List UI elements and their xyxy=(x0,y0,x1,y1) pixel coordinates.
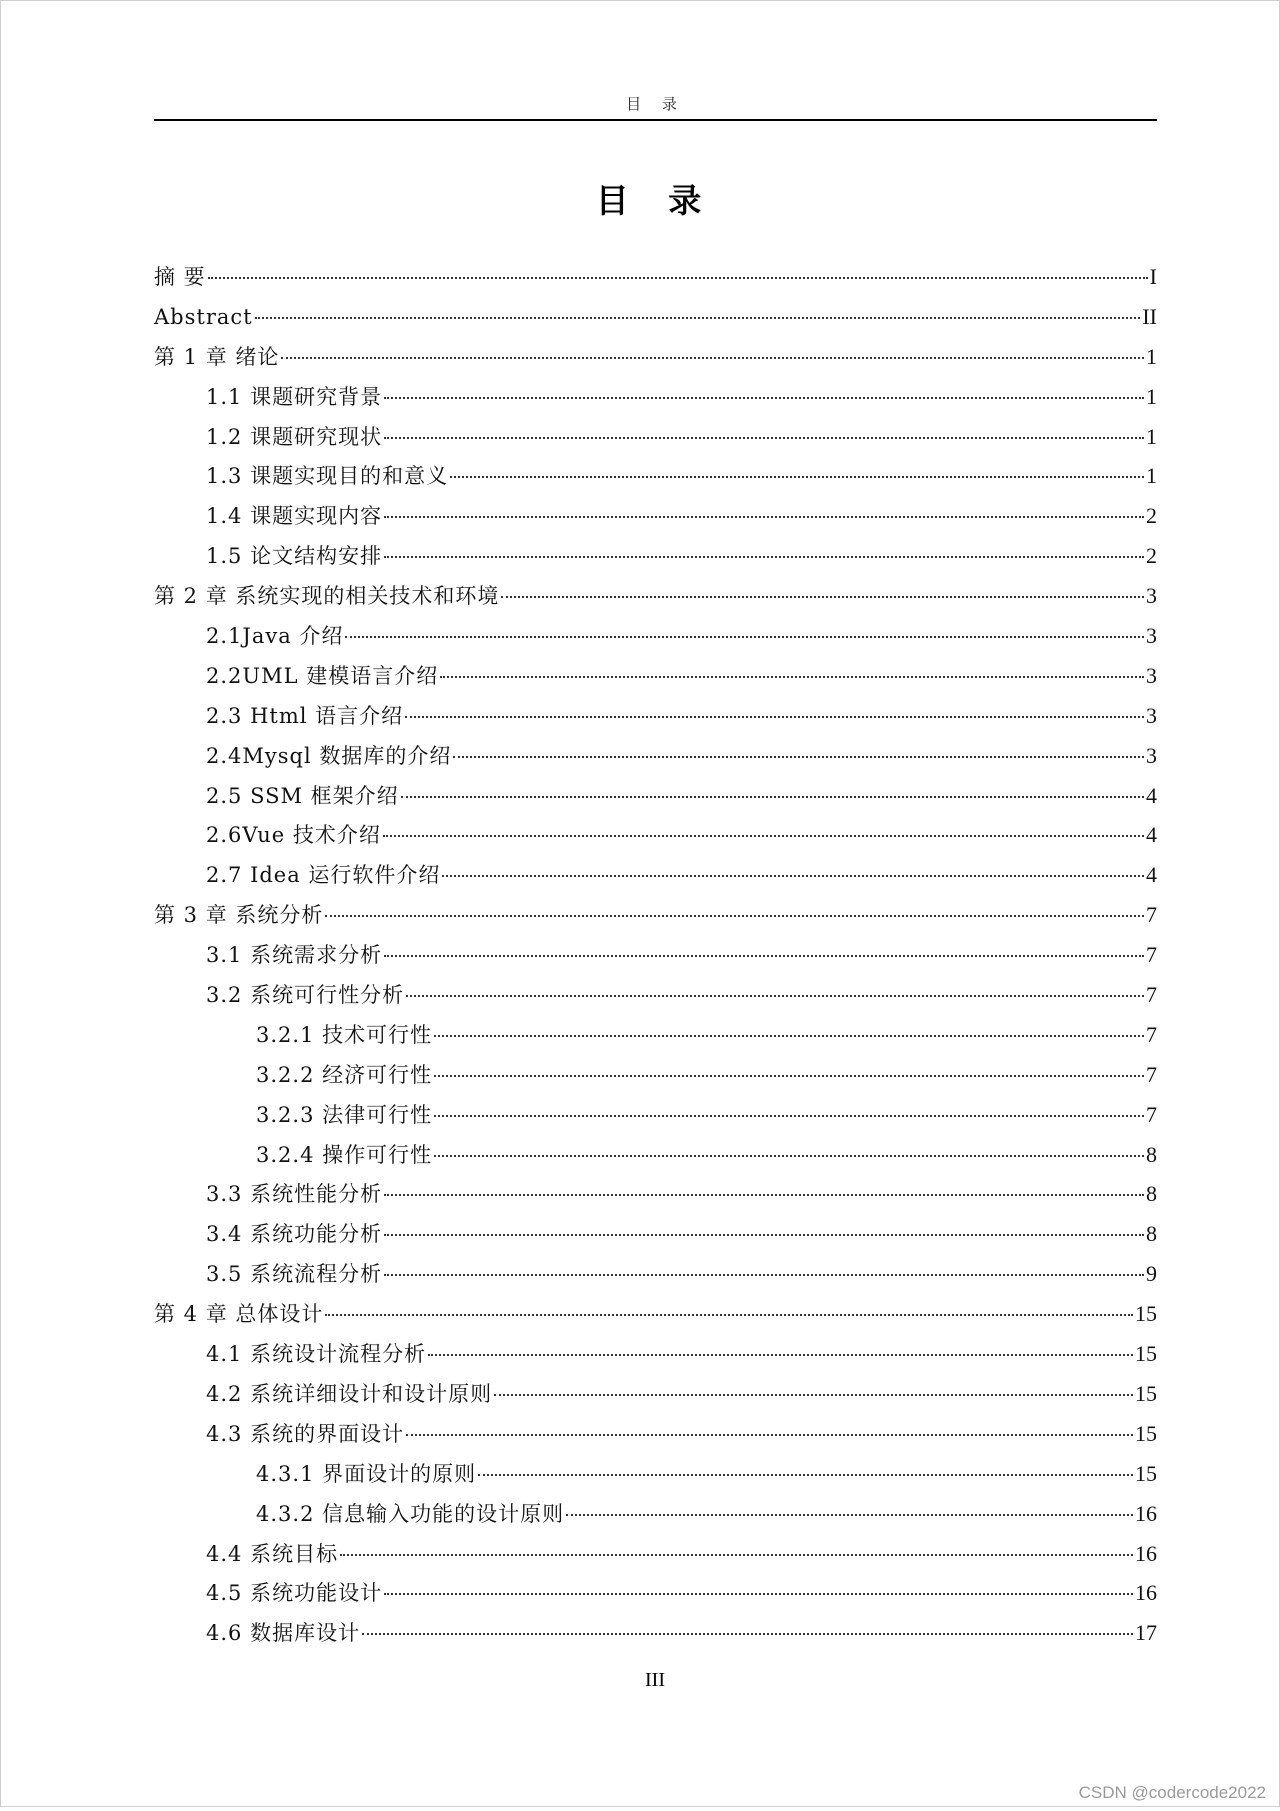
toc-entry-title: 4.4 系统目标 xyxy=(206,1541,339,1566)
toc-entry[interactable] xyxy=(154,1135,1157,1175)
toc-entry-title: Abstract xyxy=(154,304,253,329)
toc-entry-page: 7 xyxy=(1146,942,1157,968)
toc-entry-page: 7 xyxy=(1146,1021,1157,1047)
dot-leader xyxy=(434,1075,1144,1077)
toc-entry-title: 3.5 系统流程分析 xyxy=(206,1262,383,1287)
toc-entry-title: 1.4 课题实现内容 xyxy=(206,504,383,529)
toc-entry[interactable] xyxy=(154,1573,1157,1613)
toc-entry-title: 2.2UML 建模语言介绍 xyxy=(206,663,439,688)
toc-entry[interactable] xyxy=(154,1414,1157,1454)
dot-leader xyxy=(325,915,1144,917)
toc-entry-title: 4.2 系统详细设计和设计原则 xyxy=(206,1381,493,1406)
dot-leader xyxy=(428,1354,1133,1356)
toc-entry-title: 2.7 Idea 运行软件介绍 xyxy=(206,863,441,888)
toc-entry[interactable] xyxy=(154,1015,1157,1055)
toc-entry[interactable] xyxy=(154,1174,1157,1214)
toc-entry-title: 1.3 课题实现目的和意义 xyxy=(206,464,449,489)
toc-entry-page: 16 xyxy=(1135,1580,1157,1606)
toc-entry-page: 1 xyxy=(1146,423,1157,449)
toc-entry-title: 3.2.3 法律可行性 xyxy=(256,1102,433,1127)
dot-leader xyxy=(281,357,1144,359)
toc-entry-page: 9 xyxy=(1146,1261,1157,1287)
dot-leader xyxy=(434,1155,1144,1157)
toc-entry-page: 16 xyxy=(1135,1500,1157,1526)
toc-entry[interactable] xyxy=(154,815,1157,855)
toc-entry[interactable] xyxy=(154,1214,1157,1254)
toc-entry[interactable] xyxy=(154,576,1157,616)
dot-leader xyxy=(450,476,1144,478)
dot-leader xyxy=(384,1274,1144,1276)
toc-entry-title: 4.5 系统功能设计 xyxy=(206,1581,383,1606)
toc-entry-title: 2.3 Html 语言介绍 xyxy=(206,703,404,728)
dot-leader xyxy=(434,1035,1144,1037)
toc-entry-page: 15 xyxy=(1135,1380,1157,1406)
toc-entry-page: 3 xyxy=(1146,702,1157,728)
toc-entry-title: 3.2.2 经济可行性 xyxy=(256,1062,433,1087)
toc-entry-page: 8 xyxy=(1146,1221,1157,1247)
dot-leader xyxy=(384,516,1144,518)
dot-leader xyxy=(325,1314,1133,1316)
toc-entry-page: 2 xyxy=(1146,543,1157,569)
dot-leader xyxy=(208,277,1148,279)
toc-entry[interactable] xyxy=(154,696,1157,736)
dot-leader xyxy=(384,397,1144,399)
dot-leader xyxy=(440,676,1144,678)
dot-leader xyxy=(255,317,1141,319)
toc-entry[interactable] xyxy=(154,935,1157,975)
toc-entry-title: 1.2 课题研究现状 xyxy=(206,424,383,449)
dot-leader xyxy=(478,1474,1133,1476)
toc-entry[interactable] xyxy=(154,895,1157,935)
toc-entry-page: 3 xyxy=(1146,742,1157,768)
watermark: CSDN @codercode2022 xyxy=(1078,1783,1266,1802)
toc-entry-title: 1.1 课题研究背景 xyxy=(206,384,383,409)
toc-entry-page: 4 xyxy=(1146,862,1157,888)
toc-entry-title: 4.3.1 界面设计的原则 xyxy=(256,1461,477,1486)
dot-leader xyxy=(384,955,1144,957)
toc-entry-page: 3 xyxy=(1146,662,1157,688)
toc-entry[interactable] xyxy=(154,496,1157,536)
page-number: III xyxy=(645,1669,665,1691)
dot-leader xyxy=(384,1194,1144,1196)
toc-entry-title: 3.1 系统需求分析 xyxy=(206,943,383,968)
toc-entry[interactable] xyxy=(154,736,1157,776)
toc-entry[interactable] xyxy=(154,417,1157,457)
dot-leader xyxy=(401,796,1144,798)
toc-entry-page: 1 xyxy=(1146,343,1157,369)
dot-leader xyxy=(384,437,1144,439)
toc-entry-page: 8 xyxy=(1146,1181,1157,1207)
toc-entry-page: 17 xyxy=(1135,1620,1157,1646)
toc-entry-title: 2.1Java 介绍 xyxy=(206,624,344,649)
toc-entry-title: 2.5 SSM 框架介绍 xyxy=(206,783,399,808)
toc-entry-title: 3.3 系统性能分析 xyxy=(206,1182,383,1207)
toc-entry[interactable] xyxy=(154,1494,1157,1534)
dot-leader xyxy=(405,716,1144,718)
toc-entry-page: 1 xyxy=(1146,383,1157,409)
toc-entry[interactable] xyxy=(154,656,1157,696)
toc-entry-title: 3.4 系统功能分析 xyxy=(206,1222,383,1247)
toc-entry[interactable] xyxy=(154,297,1157,337)
toc-entry[interactable] xyxy=(154,776,1157,816)
toc-entry[interactable] xyxy=(154,456,1157,496)
toc-entry-page: 15 xyxy=(1135,1341,1157,1367)
dot-leader xyxy=(442,875,1144,877)
toc-entry-title: 3.2 系统可行性分析 xyxy=(206,983,405,1008)
running-header: 目 录 xyxy=(626,95,685,113)
toc-entry-page: I xyxy=(1149,264,1157,289)
dot-leader xyxy=(494,1394,1133,1396)
toc-entry-page: 3 xyxy=(1146,623,1157,649)
toc-entry-page: 7 xyxy=(1146,982,1157,1008)
dot-leader xyxy=(383,835,1144,837)
toc-entry-page: 7 xyxy=(1146,902,1157,928)
dot-leader xyxy=(566,1514,1133,1516)
toc-entry[interactable] xyxy=(154,616,1157,656)
toc-entry-page: 16 xyxy=(1135,1540,1157,1566)
toc-entry-page: 7 xyxy=(1146,1061,1157,1087)
toc-entry[interactable] xyxy=(154,1254,1157,1294)
toc-entry-title: 4.3.2 信息输入功能的设计原则 xyxy=(256,1501,565,1526)
toc-entry-page: 2 xyxy=(1146,503,1157,529)
dot-leader xyxy=(340,1554,1133,1556)
toc-entry-title: 3.2.1 技术可行性 xyxy=(256,1022,433,1047)
toc-entry[interactable] xyxy=(154,975,1157,1015)
toc-entry-page: 15 xyxy=(1135,1420,1157,1446)
dot-leader xyxy=(345,636,1144,638)
toc-entry[interactable] xyxy=(154,377,1157,417)
toc-entry-title: 4.3 系统的界面设计 xyxy=(206,1421,405,1446)
toc-entry-title: 4.6 数据库设计 xyxy=(206,1621,361,1646)
table-of-contents xyxy=(154,257,1157,1653)
dot-leader xyxy=(453,756,1144,758)
toc-entry-page: 15 xyxy=(1135,1301,1157,1327)
toc-entry[interactable] xyxy=(154,1334,1157,1374)
toc-entry-title: 第 3 章 系统分析 xyxy=(154,903,324,928)
toc-entry-page: 1 xyxy=(1146,463,1157,489)
toc-entry[interactable] xyxy=(154,1534,1157,1574)
toc-entry-page: II xyxy=(1142,303,1157,329)
toc-entry-title: 第 2 章 系统实现的相关技术和环境 xyxy=(154,584,500,609)
toc-entry-title: 2.6Vue 技术介绍 xyxy=(206,823,381,848)
toc-entry[interactable] xyxy=(154,1055,1157,1095)
header-rule xyxy=(154,119,1157,121)
dot-leader xyxy=(406,1434,1133,1436)
dot-leader xyxy=(406,995,1144,997)
page-title: 目 录 xyxy=(595,181,716,220)
toc-entry-title: 摘 要 xyxy=(154,265,206,289)
toc-entry[interactable] xyxy=(154,1454,1157,1494)
toc-entry[interactable] xyxy=(154,1613,1157,1653)
toc-entry-title: 3.2.4 操作可行性 xyxy=(256,1142,433,1167)
toc-entry-title: 1.5 论文结构安排 xyxy=(206,544,383,569)
dot-leader xyxy=(501,596,1144,598)
toc-entry-page: 8 xyxy=(1146,1141,1157,1167)
toc-entry-page: 4 xyxy=(1146,822,1157,848)
toc-entry[interactable] xyxy=(154,1095,1157,1135)
toc-entry[interactable] xyxy=(154,1374,1157,1414)
toc-entry-title: 4.1 系统设计流程分析 xyxy=(206,1342,427,1367)
toc-entry-page: 3 xyxy=(1146,583,1157,609)
dot-leader xyxy=(384,556,1144,558)
toc-entry[interactable] xyxy=(154,536,1157,576)
toc-entry-title: 第 4 章 总体设计 xyxy=(154,1302,324,1327)
toc-entry-page: 15 xyxy=(1135,1460,1157,1486)
toc-entry-title: 第 1 章 绪论 xyxy=(154,344,280,369)
dot-leader xyxy=(384,1234,1144,1236)
toc-entry[interactable] xyxy=(154,337,1157,377)
dot-leader xyxy=(384,1593,1133,1595)
toc-entry[interactable] xyxy=(154,257,1157,297)
toc-entry[interactable] xyxy=(154,1294,1157,1334)
toc-entry[interactable] xyxy=(154,855,1157,895)
toc-entry-page: 4 xyxy=(1146,782,1157,808)
toc-entry-title: 2.4Mysql 数据库的介绍 xyxy=(206,743,452,768)
toc-entry-page: 7 xyxy=(1146,1101,1157,1127)
dot-leader xyxy=(362,1633,1133,1635)
dot-leader xyxy=(434,1115,1144,1117)
